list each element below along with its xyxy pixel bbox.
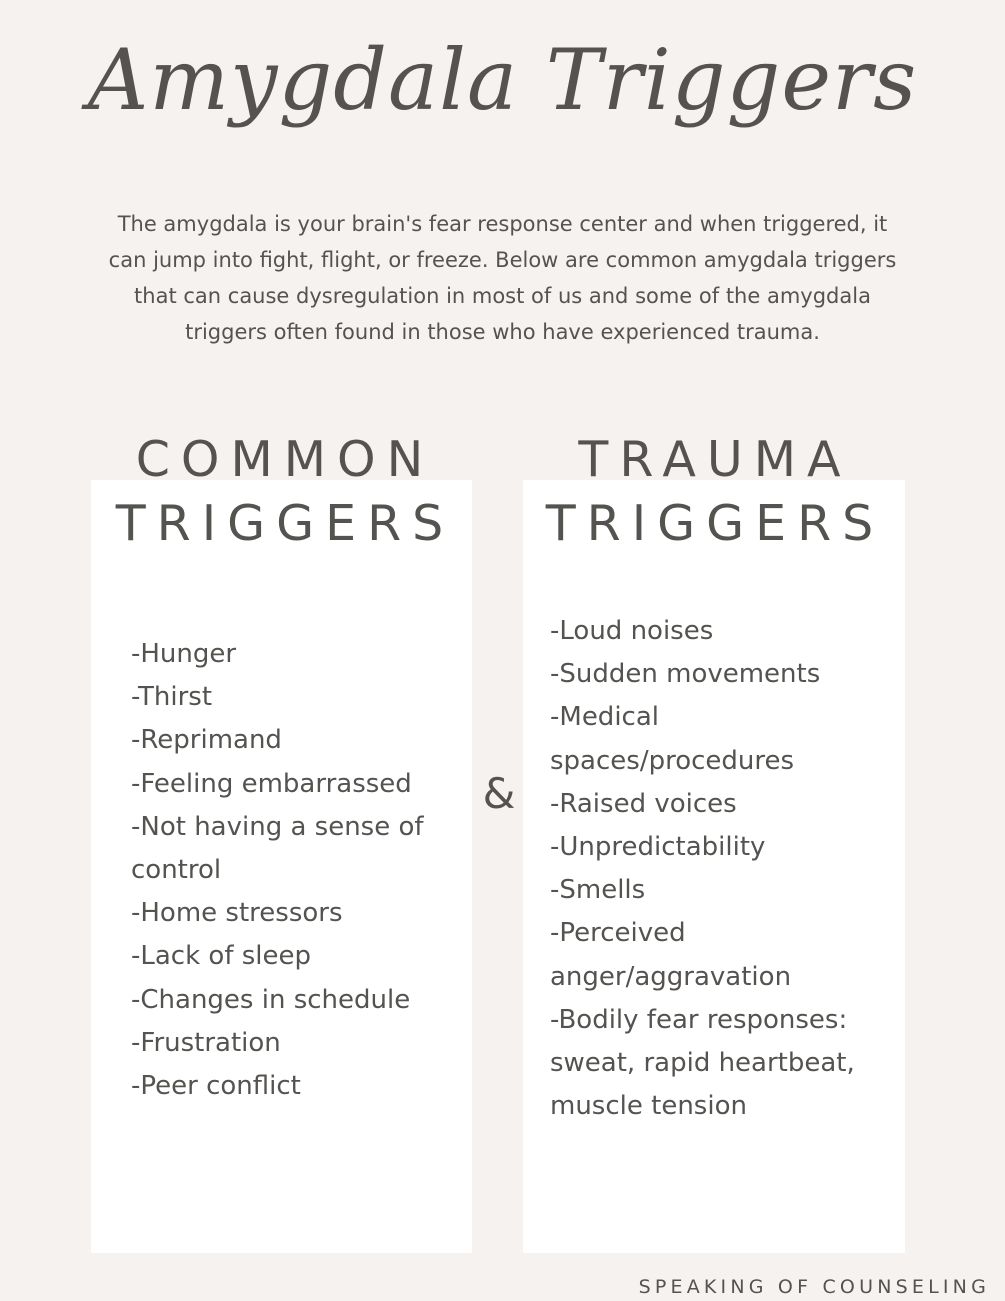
trauma-heading-line2: TRIGGERS — [545, 495, 885, 552]
common-heading-line1: COMMON — [135, 431, 435, 488]
list-item: -Bodily fear responses: sweat, rapid heartbeat, muscle tension — [550, 1004, 855, 1122]
common-triggers-heading — [70, 428, 500, 556]
list-item: -Home stressors — [131, 898, 343, 929]
list-item: -Peer conflict — [131, 1071, 301, 1102]
list-item: -Sudden movements — [550, 659, 821, 690]
list-item: -Loud noises — [550, 616, 714, 646]
list-item: -Feeling embarrassed — [131, 768, 412, 799]
intro-paragraph: The amygdala is your brain's fear response center and when triggered, it can jump into fight, flight, or freeze. Below are common amygdala triggers that can cause dysregulation in most of us and some of the amygdala triggers often found in those who have experienced trauma. — [108, 212, 897, 344]
list-item: -Raised voices — [550, 788, 737, 819]
common-triggers-list — [131, 633, 451, 1108]
list-item: -Lack of sleep — [131, 941, 312, 972]
list-item: -Unpredictability — [550, 832, 766, 863]
trauma-triggers-heading — [500, 428, 930, 556]
footer-brand: SPEAKING OF COUNSELING — [638, 1276, 990, 1298]
ampersand-separator: & — [482, 769, 516, 818]
page-title: Amygdala Triggers — [87, 31, 918, 129]
list-item: -Thirst — [131, 682, 213, 713]
list-item: -Reprimand — [131, 725, 282, 756]
list-item: -Changes in schedule — [131, 984, 411, 1015]
list-item: -Smells — [550, 875, 646, 906]
list-item: -Not having a sense of control — [131, 811, 424, 886]
trauma-triggers-list — [550, 610, 885, 1128]
list-item: -Perceived anger/aggravation — [550, 918, 792, 992]
list-item: -Frustration — [131, 1027, 281, 1058]
common-heading-line2: TRIGGERS — [115, 495, 455, 552]
list-item: -Medical spaces/procedures — [550, 702, 795, 776]
trauma-heading-line1: TRAUMA — [578, 431, 852, 488]
list-item: -Hunger — [131, 639, 237, 669]
